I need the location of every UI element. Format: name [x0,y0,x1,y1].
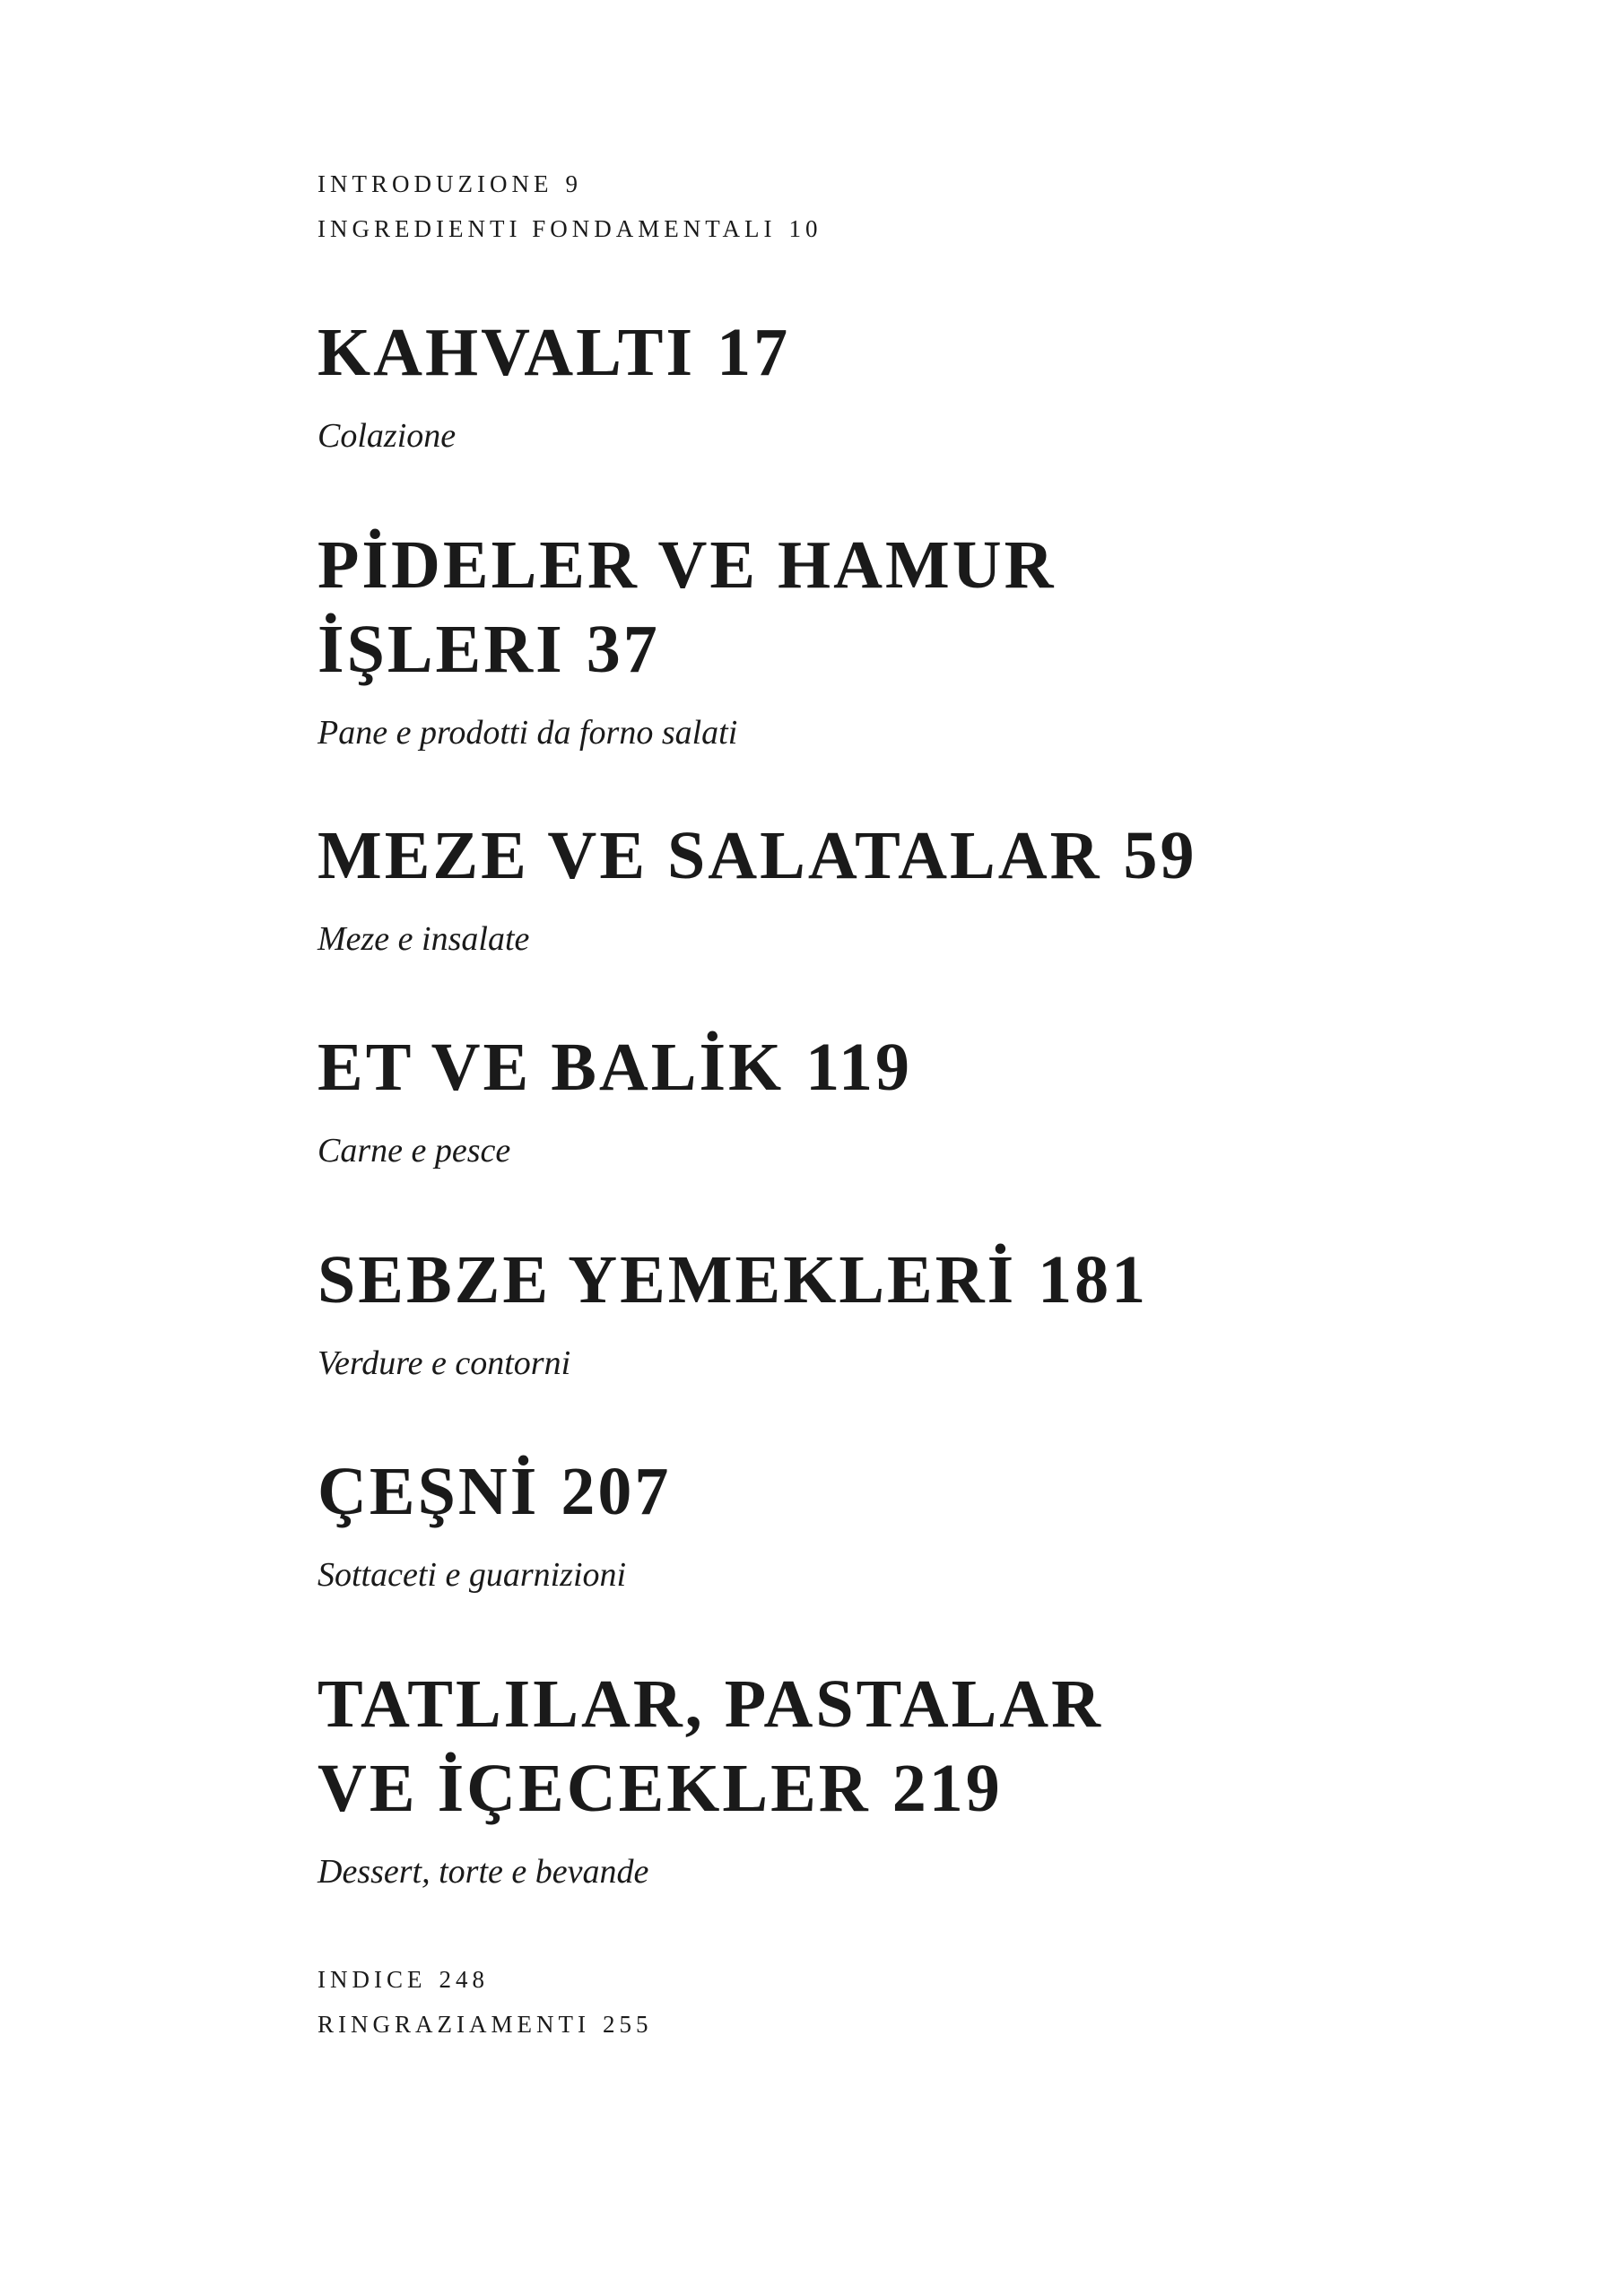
chapter-title [317,523,1394,691]
chapter-et-ve-balik[interactable] [317,1025,1394,1172]
back-matter-list [317,1957,1394,2047]
chapter-title-line: SEBZE YEMEKLERİ [317,1242,1017,1318]
chapter-page-number: 207 [561,1454,672,1529]
chapter-page-number: 219 [891,1751,1003,1826]
toc-entry-page: 10 [788,215,822,242]
chapter-sebze-yemekleri[interactable] [317,1238,1394,1385]
chapter-page-number: 37 [586,612,660,687]
chapter-subtitle: Carne e pesce [317,1132,511,1170]
chapter-title [317,310,1394,395]
chapter-subtitle: Colazione [317,417,457,455]
chapter-title [317,813,1394,898]
chapter-page-number: 59 [1123,818,1197,893]
chapter-cesni[interactable] [317,1449,1394,1596]
chapter-title-line: KAHVALTI [317,315,696,390]
chapter-tatlilar-pastalar-ve-icecekler[interactable] [317,1662,1394,1893]
toc-entry-label: INDICE [317,1966,427,1993]
toc-entry-page: 9 [565,170,582,197]
toc-entry-page: 255 [602,2011,653,2038]
chapter-title-line: ET VE BALİK [317,1030,785,1105]
chapter-subtitle: Verdure e contorni [317,1344,571,1382]
chapter-kahvalti[interactable] [317,310,1394,457]
chapter-title-line: PİDELER VE HAMUR [317,527,1057,603]
toc-entry-label: RINGRAZIAMENTI [317,2011,590,2038]
toc-entry-introduzione[interactable] [317,161,1394,206]
toc-entry-label: INTRODUZIONE [317,170,553,197]
chapter-pideler-ve-hamur-isleri[interactable] [317,523,1394,754]
chapter-page-number: 119 [805,1030,912,1105]
chapter-page-number: 181 [1038,1242,1149,1318]
chapter-title-line: İŞLERI [317,612,565,687]
chapter-title-line: MEZE VE SALATALAR [317,818,1102,893]
chapter-page-number: 17 [717,315,791,390]
toc-entry-page: 248 [439,1966,489,1993]
chapter-title [317,1449,1394,1534]
chapter-title [317,1662,1394,1831]
toc-entry-ringraziamenti[interactable] [317,2002,1394,2047]
chapter-meze-ve-salatalar[interactable] [317,813,1394,961]
chapter-title [317,1025,1394,1109]
toc-entry-ingredienti-fondamentali[interactable] [317,206,1394,251]
chapter-subtitle: Sottaceti e guarnizioni [317,1556,627,1594]
chapter-title-line: VE İÇECEKLER [317,1751,871,1826]
chapter-title-line: ÇEŞNİ [317,1454,540,1529]
chapter-subtitle: Pane e prodotti da forno salati [317,714,738,752]
chapter-title-line: TATLILAR, PASTALAR [317,1666,1104,1742]
chapter-title [317,1238,1394,1322]
front-matter-list [317,161,1394,251]
chapter-subtitle: Meze e insalate [317,920,530,958]
toc-entry-indice[interactable] [317,1957,1394,2002]
chapter-subtitle: Dessert, torte e bevande [317,1853,649,1891]
toc-entry-label: INGREDIENTI FONDAMENTALI [317,215,777,242]
